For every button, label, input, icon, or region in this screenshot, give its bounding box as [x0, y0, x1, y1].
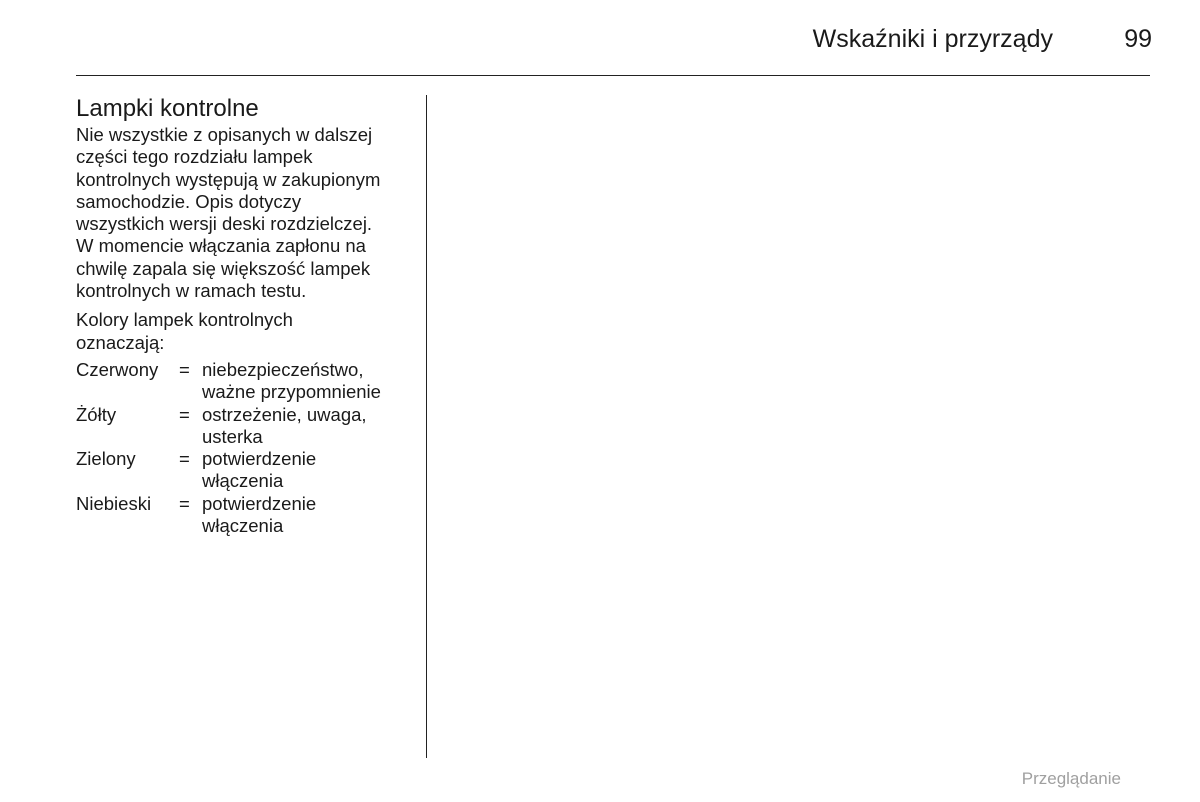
legend-equals: = [179, 403, 190, 425]
legend-meaning [202, 359, 381, 404]
legend-meaning [202, 448, 316, 493]
legend-meaning [202, 493, 316, 538]
page-number: 99 [1124, 25, 1152, 53]
legend-equals: = [179, 492, 190, 514]
legend-row-yellow [76, 404, 416, 449]
text-line: oznaczają: [76, 331, 165, 353]
legend-equals: = [179, 448, 190, 470]
text-line: potwierdzenie [202, 492, 317, 514]
footer-watermark: Przeglądanie [1021, 769, 1121, 788]
text-line: Nie wszystkie z opisanych w dalszej [76, 124, 373, 145]
left-column [76, 94, 416, 537]
legend-meaning [202, 404, 367, 449]
text-line: włączenia [202, 515, 284, 537]
intro-paragraph [76, 124, 416, 302]
legend-color-name: Zielony [76, 448, 136, 470]
text-line: ostrzeżenie, uwaga, [202, 403, 367, 425]
legend-row-green [76, 448, 416, 493]
text-line: usterka [202, 425, 263, 447]
column-divider [426, 95, 427, 758]
text-line: potwierdzenie [202, 448, 317, 470]
colors-intro-paragraph [76, 309, 416, 354]
text-line: włączenia [202, 470, 284, 492]
text-line: niebezpieczeństwo, [202, 358, 364, 380]
legend-color-name: Czerwony [76, 358, 159, 380]
color-legend [76, 359, 416, 537]
text-line: części tego rozdziału lampek [76, 146, 313, 168]
text-line: kontrolnych występują w zakupionym [76, 168, 381, 190]
header-divider [76, 75, 1150, 76]
legend-row-blue [76, 493, 416, 538]
text-line: Kolory lampek kontrolnych [76, 309, 293, 331]
text-line: kontrolnych w ramach testu. [76, 280, 307, 302]
text-line: W momencie włączania zapłonu na [76, 235, 366, 257]
legend-color-name: Niebieski [76, 492, 152, 514]
text-line: wszystkich wersji deski rozdzielczej. [76, 213, 373, 235]
text-line: ważne przypomnienie [202, 381, 381, 403]
section-heading: Lampki kontrolne [76, 95, 259, 122]
page-header-title: Wskaźniki i przyrządy [812, 25, 1053, 53]
legend-color-name: Żółty [76, 403, 117, 425]
legend-row-red [76, 359, 416, 404]
text-line: samochodzie. Opis dotyczy [76, 190, 302, 212]
legend-equals: = [179, 358, 190, 380]
text-line: chwilę zapala się większość lampek [76, 257, 371, 279]
